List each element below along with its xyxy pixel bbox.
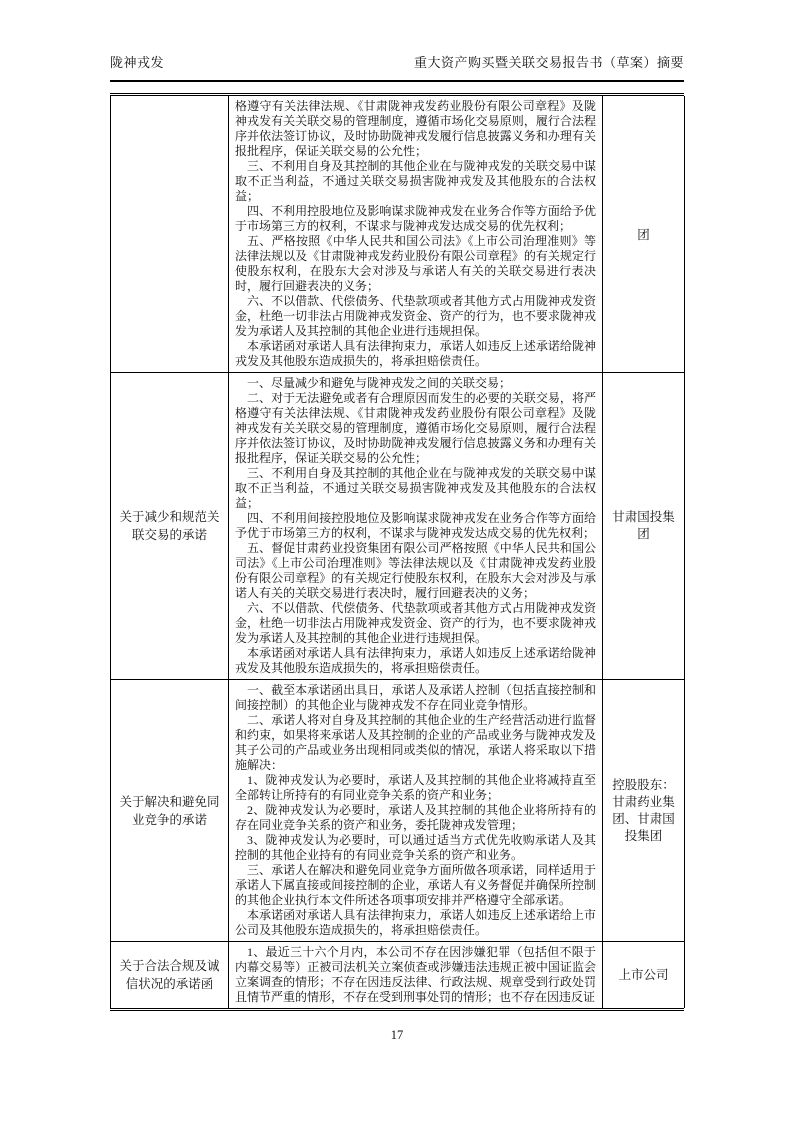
page-header bbox=[110, 52, 684, 82]
paragraph: 一、截至本承诺函出具日，承诺人及承诺人控制（包括直接控制和间接控制）的其他企业与陇神戎发不存在同业竞争情形。 bbox=[235, 683, 596, 712]
paragraph: 一、尽量减少和避免与陇神戎发之间的关联交易； bbox=[247, 376, 512, 390]
commitments-table-wrapper bbox=[110, 93, 684, 1011]
commitment-party: 控股股东：甘肃药业集团、甘肃国投集团 bbox=[603, 680, 685, 942]
commitment-content bbox=[229, 96, 603, 373]
table-row bbox=[111, 680, 685, 942]
commitments-table bbox=[110, 96, 685, 1008]
paragraph: 六、不以借款、代偿债务、代垫款项或者其他方式占用陇神戎发资金，杜绝一切非法占用陇神戎发资金、资产的行为，也不要求陇神戎发为承诺人及其控制的其他企业进行违规担保。 bbox=[235, 294, 596, 338]
paragraph: 六、不以借款、代偿债务、代垫款项或者其他方式占用陇神戎发资金，杜绝一切非法占用陇神戎发资金、资产的行为，也不要求陇神戎发为承诺人及其控制的其他企业进行违规担保。 bbox=[235, 601, 596, 645]
table-row bbox=[111, 942, 685, 1009]
paragraph: 1、陇神戎发认为必要时，承诺人及其控制的其他企业将减持直至全部转让所持有的有同业竞争关系的资产和业务； bbox=[235, 773, 596, 802]
header-company-name: 陇神戎发 bbox=[110, 55, 165, 70]
paragraph: 本承诺函对承诺人具有法律拘束力，承诺人如违反上述承诺给陇神戎发及其他股东造成损失的，将承担赔偿责任。 bbox=[235, 339, 596, 368]
commitment-type-label: 关于减少和规范关联交易的承诺 bbox=[111, 373, 229, 680]
paragraph: 二、对于无法避免或者有合理原因而发生的必要的关联交易，将严格遵守有关法律法规、《甘肃陇神戎发药业股份有限公司章程》及陇神戎发有关关联交易的管理制度，遵循市场化交易原则，履行合法程序并依法签订协议，及时协助陇神戎发履行信息披露义务和办理有关报批程序，保证关联交易的公允性； bbox=[235, 391, 596, 465]
paragraph: 四、不利用控股地位及影响谋求陇神戎发在业务合作等方面给予优于市场第三方的权利，不谋求与陇神戎发达成交易的优先权利； bbox=[235, 204, 596, 233]
paragraph: 2、陇神戎发认为必要时，承诺人及其控制的其他企业将所持有的存在同业竞争关系的资产和业务，委托陇神戎发管理； bbox=[235, 803, 596, 832]
paragraph: 本承诺函对承诺人具有法律拘束力，承诺人如违反上述承诺给陇神戎发及其他股东造成损失的，将承担赔偿责任。 bbox=[235, 646, 596, 675]
paragraph: 本承诺函对承诺人具有法律拘束力，承诺人如违反上述承诺给上市公司及其他股东造成损失的，将承担赔偿责任。 bbox=[235, 908, 596, 937]
paragraph: 四、不利用间接控股地位及影响谋求陇神戎发在业务合作等方面给予优于市场第三方的权利，不谋求与陇神戎发达成交易的优先权利； bbox=[235, 511, 596, 540]
commitment-content bbox=[229, 942, 603, 1009]
page-footer bbox=[110, 1028, 684, 1043]
table-row bbox=[111, 96, 685, 373]
commitment-type-label: 关于解决和避免同业竞争的承诺 bbox=[111, 680, 229, 942]
header-document-title: 重大资产购买暨关联交易报告书（草案）摘要 bbox=[413, 55, 684, 70]
paragraph: 三、不利用自身及其控制的其他企业在与陇神戎发的关联交易中谋取不正当利益，不通过关联交易损害陇神戎发及其他股东的合法权益； bbox=[235, 159, 596, 203]
commitment-party: 甘肃国投集团 bbox=[603, 373, 685, 680]
page-number: 17 bbox=[390, 1028, 404, 1042]
commitment-party: 上市公司 bbox=[603, 942, 685, 1009]
commitment-type-label bbox=[111, 96, 229, 373]
table-row bbox=[111, 373, 685, 680]
paragraph: 1、最近三十六个月内，本公司不存在因涉嫌犯罪（包括但不限于内幕交易等）正被司法机关立案侦查或涉嫌违法违规正被中国证监会立案调查的情形；不存在因违反法律、行政法规、规章受到行政处罚且情节严重的情形，不存在受到刑事处罚的情形；也不存在因违反证 bbox=[235, 945, 596, 1004]
commitment-party: 团 bbox=[603, 96, 685, 373]
paragraph: 格遵守有关法律法规、《甘肃陇神戎发药业股份有限公司章程》及陇神戎发有关关联交易的管理制度，遵循市场化交易原则，履行合法程序并依法签订协议，及时协助陇神戎发履行信息披露义务和办理有关报批程序，保证关联交易的公允性； bbox=[235, 99, 596, 158]
paragraph: 二、承诺人将对自身及其控制的其他企业的生产经营活动进行监督和约束，如果将来承诺人及其控制的企业的产品或业务与陇神戎发及其子公司的产品或业务出现相同或类似的情况，承诺人将采取以下措施解决： bbox=[235, 713, 596, 772]
paragraph: 三、不利用自身及其控制的其他企业在与陇神戎发的关联交易中谋取不正当利益，不通过关联交易损害陇神戎发及其他股东的合法权益； bbox=[235, 466, 596, 510]
paragraph: 五、督促甘肃药业投资集团有限公司严格按照《中华人民共和国公司法》《上市公司治理准则》等法律法规以及《甘肃陇神戎发药业股份有限公司章程》的有关规定行使股东权利，在股东大会对涉及与承诺人有关的关联交易进行表决时，履行回避表决的义务； bbox=[235, 541, 596, 600]
paragraph: 五、严格按照《中华人民共和国公司法》《上市公司治理准则》等法律法规以及《甘肃陇神戎发药业股份有限公司章程》的有关规定行使股东权利，在股东大会对涉及与承诺人有关的关联交易进行表决时，履行回避表决的义务； bbox=[235, 234, 596, 293]
commitment-type-label: 关于合法合规及诚信状况的承诺函 bbox=[111, 942, 229, 1009]
commitment-content bbox=[229, 373, 603, 680]
commitment-content bbox=[229, 680, 603, 942]
paragraph: 3、陇神戎发认为必要时，可以通过适当方式优先收购承诺人及其控制的其他企业持有的有同业竞争关系的资产和业务。 bbox=[235, 833, 596, 862]
paragraph: 三、承诺人在解决和避免同业竞争方面所做各项承诺，同样适用于承诺人下属直接或间接控制的企业，承诺人有义务督促并确保所控制的其他企业执行本文件所述各项事项安排并严格遵守全部承诺。 bbox=[235, 863, 596, 907]
